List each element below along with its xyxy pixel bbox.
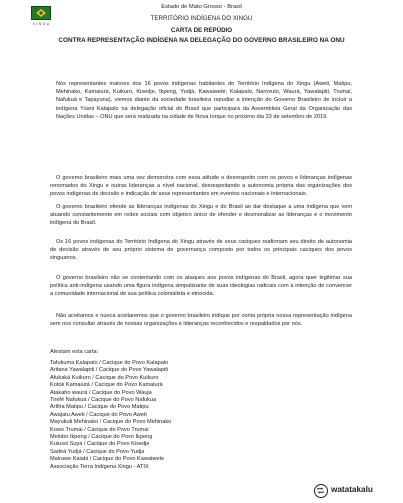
watermark-username[interactable]: watatakalu [331, 485, 373, 494]
attest-label: Atestam esta carta: [50, 349, 99, 355]
signer-line: Mayukuti Mehinako / Cacique do Povo Mehinako [50, 419, 172, 426]
signer-line: Kuiussi Suya / Cacique do Povo Kisedje [50, 441, 150, 448]
signer-line: Melobo Ikpeng / Cacique do Povo Ikpeng [50, 434, 153, 441]
signer-line: Kowo Trumai / Cacique do Povo Trumai [50, 426, 149, 433]
signer-line: Afukaká Kuikuro / Cacique do Povo Kuikuro [50, 374, 159, 381]
signer-line: Aritana Yawalapiti / Cacique do Povo Yawalapiti [50, 367, 169, 374]
signer-line: Arifira Matipu / Cacique do Povo Matipu [50, 404, 149, 411]
paragraph-1: Nós representantes maiores dos 16 povos indígenas habitantes do Território Indígena do Xingu (Aweti, Matipu, Mehinako, Kamaiurá, Kuikuro, Kisedje, Ikpeng, Yudjá, Kawaiweté, Kalapalo, Narovuto, Waurá, Yawalapiti, Trumai, Nafukuá e Tapayuna), viemos diante da sociedade brasileira repudiar a intenção do Governo Brasileiro de incluir a indígena Ysani Kalapalo na delegação oficial do Brasil que participará da Assembleia Geral da Organização das Nações Unidas – ONU que será realizada na cidade de Nova Iorque no próximo dia 23 de setembro de 2019. [56, 81, 352, 120]
signer-line: Sadeá Yudjá / Cacique do Povo Yudja [50, 448, 145, 455]
repost-icon [314, 484, 328, 498]
header-state: Estado de Mato Grosso - Brasil [161, 4, 242, 10]
signer-line: Tirefé Nafukuá / Cacique do Povo Nafukua [50, 397, 157, 404]
paragraph-6: Não aceitamos e nunca aceitaremos que o governo brasileiro indique por conta própria nossa representação indígena sem nos consultar através de nossas organizações e lideranças reconhecidos e respaldados por nós. [50, 313, 352, 328]
signer-line: Tafukuma Kalapalo / Cacique do Povo Kalapalo [50, 360, 169, 366]
header-territory: TERRITÓRIO INDÍGENA DO XINGU [150, 15, 253, 22]
signer-list [50, 360, 290, 471]
paragraph-4: Os 16 povos indígenas do Território Indígena do Xingu através de seus caciques reafirmam seu direito de autonomia de decisão através de seu próprio sistema de governança composto por todos os principais caciques dos povos xinguanos. [50, 239, 352, 262]
signer-line: Awajatu Aweti / Cacique do Povo Aweti [50, 411, 147, 418]
flag-label: X I N G U [32, 22, 50, 26]
letter-title: CONTRA REPRESENTAÇÃO INDÍGENA NA DELEGAÇÃO DO GOVERNO BRASILEIRO NA ONU [58, 37, 345, 44]
signer-line: Kotok Kamaiurá / Cacique do Povo Kamaiurá [50, 382, 163, 389]
paragraph-3: O governo brasileiro ofende as lideranças indígenas do Xingu e do Brasil ao dar destaque a uma indígena que vem atuando constantemente em redes sociais com objetivo único de ofender e desmoralizar as lideranças e o movimento indígena do Brasil. [50, 204, 352, 227]
letter-type: CARTA DE REPÚDIO [170, 27, 233, 34]
paragraph-5: O governo brasileiro não se contentando com os ataques aos povos indígenas do Brasil, agora quer legitimar sua política anti-indígena usando uma figura indígena simpatizante de suas ideologias radicais com a intenção de convencer a comunidade internacional de sua política colonialista e etnocida. [50, 275, 352, 298]
signer-line: Mairawe Kaiabi / Cacique do Povo Kawaiwete [50, 456, 165, 463]
paragraph-2: O governo brasileiro mais uma vez demonstra com essa atitude o desrespeito com os povos e lideranças indígenas renomados do Xingu e outras lideranças a nível nacional, desrespeitando a autonomia própria das organizações dos povos indígenas de decisão e indicação de seus representantes em eventos nacionais e internacionais. [50, 175, 352, 198]
signer-line: Associação Terra Indígena Xingu - ATIX [50, 463, 149, 470]
signer-line: Atakaho waurá / Cacique do Povo Wauja [50, 389, 152, 396]
